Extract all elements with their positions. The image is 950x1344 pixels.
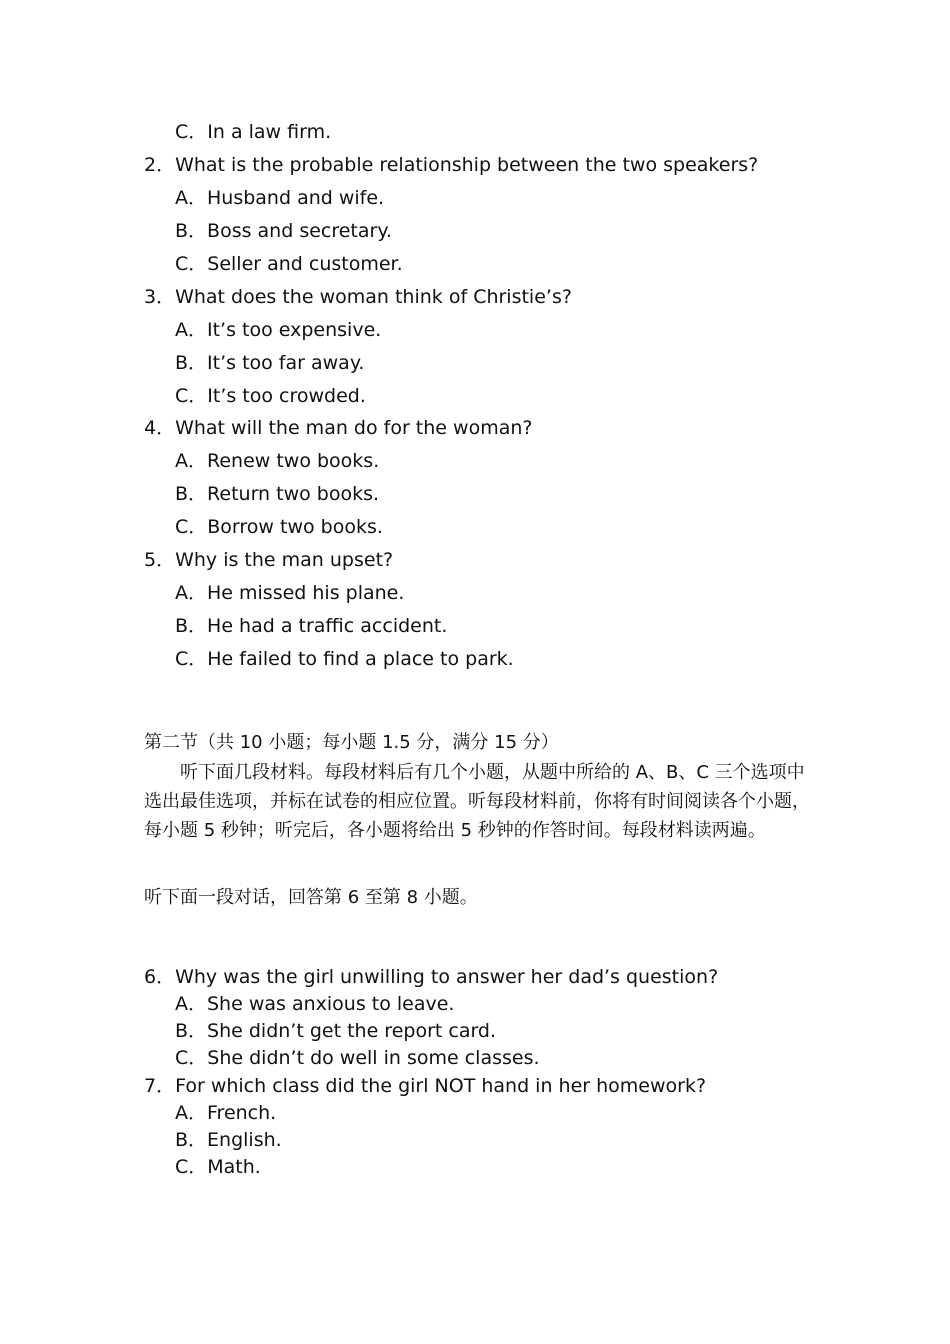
q7-option-a: A．French. bbox=[175, 1102, 277, 1124]
q2-option-b: B．Boss and secretary. bbox=[175, 220, 392, 242]
q1-option-c: C．In a law firm. bbox=[175, 121, 332, 143]
dialog-intro: 听下面一段对话，回答第 6 至第 8 小题。 bbox=[144, 887, 478, 908]
q3-option-a: A．It’s too expensive. bbox=[175, 319, 382, 341]
question-7: 7．For which class did the girl NOT hand in her homework? bbox=[144, 1075, 707, 1097]
q7-option-c: C．Math. bbox=[175, 1156, 261, 1178]
q5-option-b: B．He had a traffic accident. bbox=[175, 615, 448, 637]
section-2-heading: 第二节（共 10 小题；每小题 1.5 分，满分 15 分） bbox=[144, 732, 559, 753]
q4-option-a: A．Renew two books. bbox=[175, 450, 380, 472]
q4-option-b: B．Return two books. bbox=[175, 483, 380, 505]
q5-option-c: C．He failed to find a place to park. bbox=[175, 648, 514, 670]
q6-option-c: C．She didn’t do well in some classes. bbox=[175, 1047, 540, 1069]
q5-option-a: A．He missed his plane. bbox=[175, 582, 405, 604]
q4-option-c: C．Borrow two books. bbox=[175, 516, 383, 538]
q2-option-c: C．Seller and customer. bbox=[175, 253, 403, 275]
q6-option-b: B．She didn’t get the report card. bbox=[175, 1020, 497, 1042]
q2-option-a: A．Husband and wife. bbox=[175, 187, 385, 209]
question-4: 4．What will the man do for the woman? bbox=[144, 417, 533, 439]
question-6: 6．Why was the girl unwilling to answer her dad’s question? bbox=[144, 966, 719, 988]
section-2-instructions: 听下面几段材料。每段材料后有几个小题，从题中所给的 A、B、C 三个选项中选出最佳选项，并标在试卷的相应位置。听每段材料前，你将有时间阅读各个小题，每小题 5 秒钟；听完后，各小题将给出 5 秒钟的作答时间。每段材料读两遍。 bbox=[144, 762, 810, 841]
q7-option-b: B．English. bbox=[175, 1129, 282, 1151]
question-3: 3．What does the woman think of Christie’s? bbox=[144, 286, 572, 308]
q3-option-c: C．It’s too crowded. bbox=[175, 385, 366, 407]
question-2: 2．What is the probable relationship between the two speakers? bbox=[144, 154, 759, 176]
question-5: 5．Why is the man upset? bbox=[144, 549, 394, 571]
q6-option-a: A．She was anxious to leave. bbox=[175, 993, 455, 1015]
q3-option-b: B．It’s too far away. bbox=[175, 352, 365, 374]
